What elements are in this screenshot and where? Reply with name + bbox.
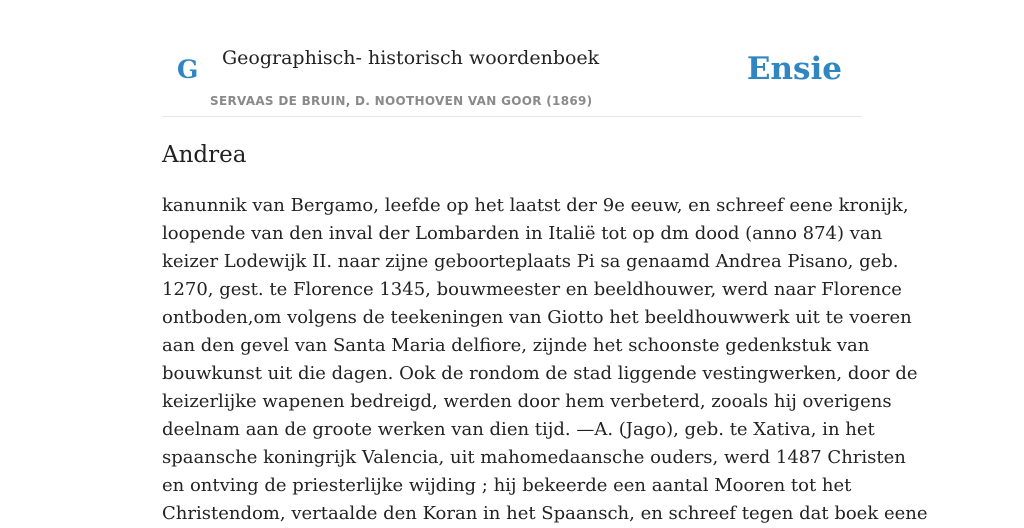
entry-body-line: keizer Lodewijk II. naar zijne geboorteplaats Pi sa genaamd Andrea Pisano, geb. [162,251,899,272]
entry-body-line: deelnam aan de groote werken van dien tijd. —A. (Jago), geb. te Xativa, in het [162,419,875,440]
entry-body-line: bouwkunst uit die dagen. Ook de rondom de stad liggende vestingwerken, door de [162,363,918,384]
book-authors: SERVAAS DE BRUIN, D. NOOTHOVEN VAN GOOR (1869) [210,94,593,108]
entry-title: Andrea [162,142,247,168]
entry-body-line: kanunnik van Bergamo, leefde op het laatst der 9e eeuw, en schreef eene kronijk, [162,195,909,216]
entry-body-line: loopende van den inval der Lombarden in Italië tot op dm dood (anno 874) van [162,223,883,244]
entry-body-line: 1270, gest. te Florence 1345, bouwmeester en beeldhouwer, werd naar Florence [162,279,902,300]
entry-body-line: Christendom, vertaalde den Koran in het Spaansch, en schreef tegen dat boek eene [162,503,928,524]
entry-body-line: spaansche koningrijk Valencia, uit mahomedaansche ouders, werd 1487 Christen [162,447,906,468]
entry-body-line: ontboden,om volgens de teekeningen van Giotto het beeldhouwwerk uit te voeren [162,307,912,328]
ensie-logo-link[interactable]: Ensie [746,51,842,87]
book-logo-icon[interactable]: G [177,55,199,84]
entry-body [162,192,928,528]
entry-body-line: keizerlijke wapenen bedreigd, werden door hem verbeterd, zooals hij overigens [162,391,892,412]
book-title-link[interactable]: Geographisch- historisch woordenboek [222,47,600,69]
entry-body-line: en ontving de priesterlijke wijding ; hij bekeerde een aantal Mooren tot het [162,475,852,496]
header [162,0,862,117]
entry-body-line: aan den gevel van Santa Maria delfiore, zijnde het schoonste gedenkstuk van [162,335,870,356]
